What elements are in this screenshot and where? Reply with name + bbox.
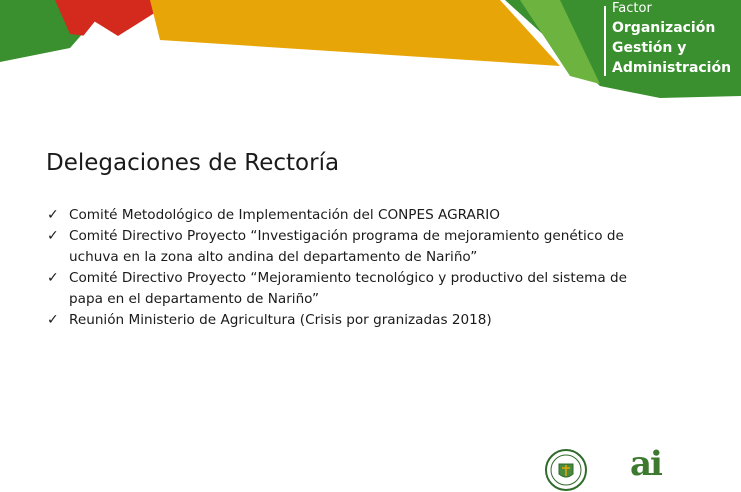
checkmark-icon: ✓	[47, 312, 59, 328]
factor-label: Factor	[612, 1, 652, 16]
list-item-text: Comité Metodológico de Implementación del CONPES AGRARIO	[69, 207, 500, 223]
list-item	[46, 268, 639, 310]
factor-title-line2: Gestión y	[612, 40, 687, 56]
list-item	[46, 226, 639, 268]
list-item-text: Comité Directivo Proyecto “Investigación programa de mejoramiento genético de uchuva en la zona alto andina del departamento de Nariño”	[69, 228, 624, 265]
bullet-list	[46, 205, 639, 331]
slide-title: Delegaciones de Rectoría	[46, 150, 340, 176]
checkmark-icon: ✓	[47, 270, 59, 286]
university-seal-icon	[544, 448, 588, 492]
yellow-triangle	[150, 0, 560, 66]
ai-logo: ai	[630, 444, 661, 484]
factor-title-line3: Administración	[612, 60, 732, 76]
list-item-text: Reunión Ministerio de Agricultura (Crisis por granizadas 2018)	[69, 312, 492, 328]
header-divider	[604, 6, 606, 76]
list-item	[46, 205, 639, 226]
checkmark-icon: ✓	[47, 207, 59, 223]
list-item-text: Comité Directivo Proyecto “Mejoramiento tecnológico y productivo del sistema de papa en el departamento de Nariño”	[69, 270, 627, 307]
list-item	[46, 310, 639, 331]
factor-title-line1: Organización	[612, 20, 716, 36]
checkmark-icon: ✓	[47, 228, 59, 244]
